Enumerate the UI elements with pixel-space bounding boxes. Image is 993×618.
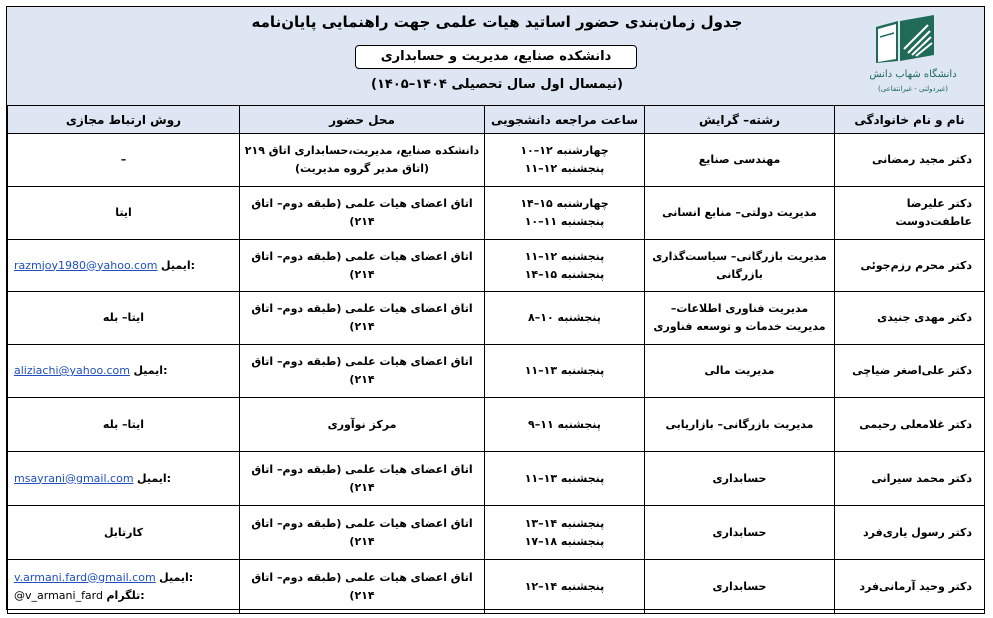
- contact-cell: [8, 240, 240, 292]
- place-line: اتاق اعضای هیات علمی (طبقه دوم– اتاق ۲۱۴): [251, 516, 473, 548]
- hours-line: پنجشنبه ۱۴–۱۲: [524, 579, 605, 593]
- hours-cell: [485, 292, 645, 345]
- contact-cell: ایتا– بله: [8, 292, 240, 345]
- field-line: بازرگانی: [716, 267, 763, 281]
- hours-cell: [485, 398, 645, 452]
- col-header-field: رشته– گرایش: [645, 106, 835, 134]
- contact-cell: [8, 345, 240, 398]
- place-cell: [240, 187, 485, 240]
- field-cell: [645, 187, 835, 240]
- table-row: [8, 187, 985, 240]
- telegram-label: تلگرام:: [106, 588, 145, 602]
- field-cell: [645, 560, 835, 614]
- table-row: [8, 134, 985, 187]
- table-row: [8, 240, 985, 292]
- hours-line: پنجشنبه ۱۰–۸: [528, 311, 601, 324]
- field-line: حسابداری: [712, 471, 767, 485]
- email-label: ایمیل:: [159, 570, 194, 584]
- hours-line: پنجشنبه ۱۳–۱۱: [524, 471, 605, 485]
- table-row: [8, 292, 985, 345]
- place-cell: [240, 240, 485, 292]
- email-link[interactable]: razmjoy1980@yahoo.com: [14, 258, 158, 272]
- professor-name: دکتر رسول یاری‌فرد: [835, 506, 985, 560]
- field-line: حسابداری: [712, 525, 767, 539]
- contact-cell: [8, 452, 240, 506]
- place-cell: [240, 560, 485, 614]
- email-link[interactable]: v.armani.fard@gmail.com: [14, 570, 156, 584]
- col-header-contact: روش ارتباط مجازی: [8, 106, 240, 134]
- hours-line: پنجشنبه ۱۸–۱۷: [524, 534, 605, 548]
- professor-name: دکتر مهدی جنیدی: [835, 292, 985, 345]
- schedule-document: [6, 6, 985, 610]
- place-cell: [240, 292, 485, 345]
- field-line: مدیریت خدمات و توسعه فناوری: [653, 320, 826, 333]
- contact-cell: ایتا: [8, 187, 240, 240]
- email-link[interactable]: aliziachi@yahoo.com: [14, 364, 130, 377]
- table-row: [8, 345, 985, 398]
- place-line: اتاق اعضای هیات علمی (طبقه دوم– اتاق ۲۱۴): [251, 249, 473, 281]
- place-line: اتاق اعضای هیات علمی (طبقه دوم– اتاق ۲۱۴): [251, 570, 473, 602]
- place-cell: [240, 134, 485, 187]
- col-header-hours: ساعت مراجعه دانشجویی: [485, 106, 645, 134]
- faculty-name: دانشکده صنایع، مدیریت و حسابداری: [355, 45, 637, 69]
- col-header-place: محل حضور: [240, 106, 485, 134]
- hours-line: پنجشنبه ۱۴–۱۳: [524, 516, 605, 530]
- contact-cell: –: [8, 134, 240, 187]
- hours-line: پنجشنبه ۱۵–۱۴: [524, 267, 605, 281]
- field-line: حسابداری: [712, 579, 767, 593]
- professor-name: دکتر علی‌اصغر ضیاچی: [835, 345, 985, 398]
- field-line: مدیریت بازرگانی– سیاست‌گذاری: [652, 249, 827, 263]
- col-header-name: نام و نام خانوادگی: [835, 106, 985, 134]
- place-cell: [240, 506, 485, 560]
- hours-line: پنجشنبه ۱۱–۱۰: [524, 215, 605, 228]
- field-line: مدیریت مالی: [704, 364, 775, 377]
- hours-cell: [485, 506, 645, 560]
- logo-text: دانشگاه شهاب دانش: [869, 69, 957, 80]
- contact-cell: [8, 560, 240, 614]
- field-cell: [645, 345, 835, 398]
- academic-term: (نیمسال اول سال تحصیلی ۱۴۰۴–۱۴۰۵): [371, 77, 623, 92]
- hours-cell: [485, 452, 645, 506]
- email-label: ایمیل:: [137, 471, 172, 485]
- field-cell: [645, 506, 835, 560]
- contact-cell: کارتابل: [8, 506, 240, 560]
- logo-subtext: (غیردولتی - غیرانتفاعی): [878, 85, 948, 93]
- email-label: ایمیل:: [161, 258, 196, 272]
- place-line: اتاق اعضای هیات علمی (طبقه دوم– اتاق ۲۱۴): [251, 462, 473, 494]
- hours-line: چهارشنبه ۱۲–۱۰: [520, 144, 609, 157]
- email-label: ایمیل:: [133, 364, 168, 377]
- hours-line: پنجشنبه ۱۳–۱۱: [524, 364, 605, 377]
- table-row: [8, 398, 985, 452]
- hours-line: چهارشنبه ۱۵–۱۴: [520, 197, 609, 210]
- place-cell: [240, 398, 485, 452]
- professor-name: دکتر علیرضا عاطفت‌دوست: [835, 187, 985, 240]
- telegram-handle[interactable]: @v_armani_fard: [14, 588, 103, 602]
- professor-name: دکتر غلامعلی رحیمی: [835, 398, 985, 452]
- professor-name: دکتر مجید رمضانی: [835, 134, 985, 187]
- field-cell: [645, 240, 835, 292]
- table-row: [8, 452, 985, 506]
- place-line: مرکز نوآوری: [327, 417, 397, 431]
- field-cell: [645, 398, 835, 452]
- field-line: مدیریت دولتی– منابع انسانی: [662, 206, 817, 219]
- place-line: اتاق اعضای هیات علمی (طبقه دوم– اتاق ۲۱۴): [251, 302, 473, 333]
- document-header: [7, 7, 984, 106]
- field-cell: [645, 134, 835, 187]
- table-header-row: [8, 106, 985, 134]
- professor-name: دکتر محمد سیرانی: [835, 452, 985, 506]
- place-line: اتاق اعضای هیات علمی (طبقه دوم– اتاق ۲۱۴): [251, 355, 473, 386]
- hours-cell: [485, 560, 645, 614]
- hours-line: پنجشنبه ۱۱–۹: [528, 417, 601, 431]
- field-cell: [645, 452, 835, 506]
- email-link[interactable]: msayrani@gmail.com: [14, 471, 134, 485]
- place-line: اتاق اعضای هیات علمی (طبقه دوم– اتاق ۲۱۴): [251, 197, 473, 228]
- field-line: مهندسی صنایع: [698, 153, 781, 166]
- professor-name: دکتر وحید آرمانی‌فرد: [835, 560, 985, 614]
- place-line: دانشکده صنایع، مدیریت،حسابداری اتاق ۲۱۹: [244, 144, 480, 157]
- hours-cell: [485, 240, 645, 292]
- field-line: مدیریت بازرگانی– بازاریابی: [665, 417, 814, 431]
- field-cell: [645, 292, 835, 345]
- field-line: مدیریت فناوری اطلاعات–: [670, 302, 809, 315]
- hours-line: پنجشنبه ۱۲–۱۱: [524, 162, 605, 175]
- professor-name: دکتر محرم رزم‌جوئی: [835, 240, 985, 292]
- place-cell: [240, 345, 485, 398]
- place-line: (اتاق مدیر گروه مدیریت): [294, 162, 430, 175]
- schedule-table: [7, 105, 985, 614]
- document-title: جدول زمان‌بندی حضور اساتید هیات علمی جهت راهنمایی پایان‌نامه: [251, 13, 743, 31]
- table-row: [8, 506, 985, 560]
- hours-cell: [485, 345, 645, 398]
- hours-cell: [485, 187, 645, 240]
- contact-cell: ایتا– بله: [8, 398, 240, 452]
- place-cell: [240, 452, 485, 506]
- hours-line: پنجشنبه ۱۲–۱۱: [524, 249, 605, 263]
- table-row: [8, 560, 985, 614]
- hours-cell: [485, 134, 645, 187]
